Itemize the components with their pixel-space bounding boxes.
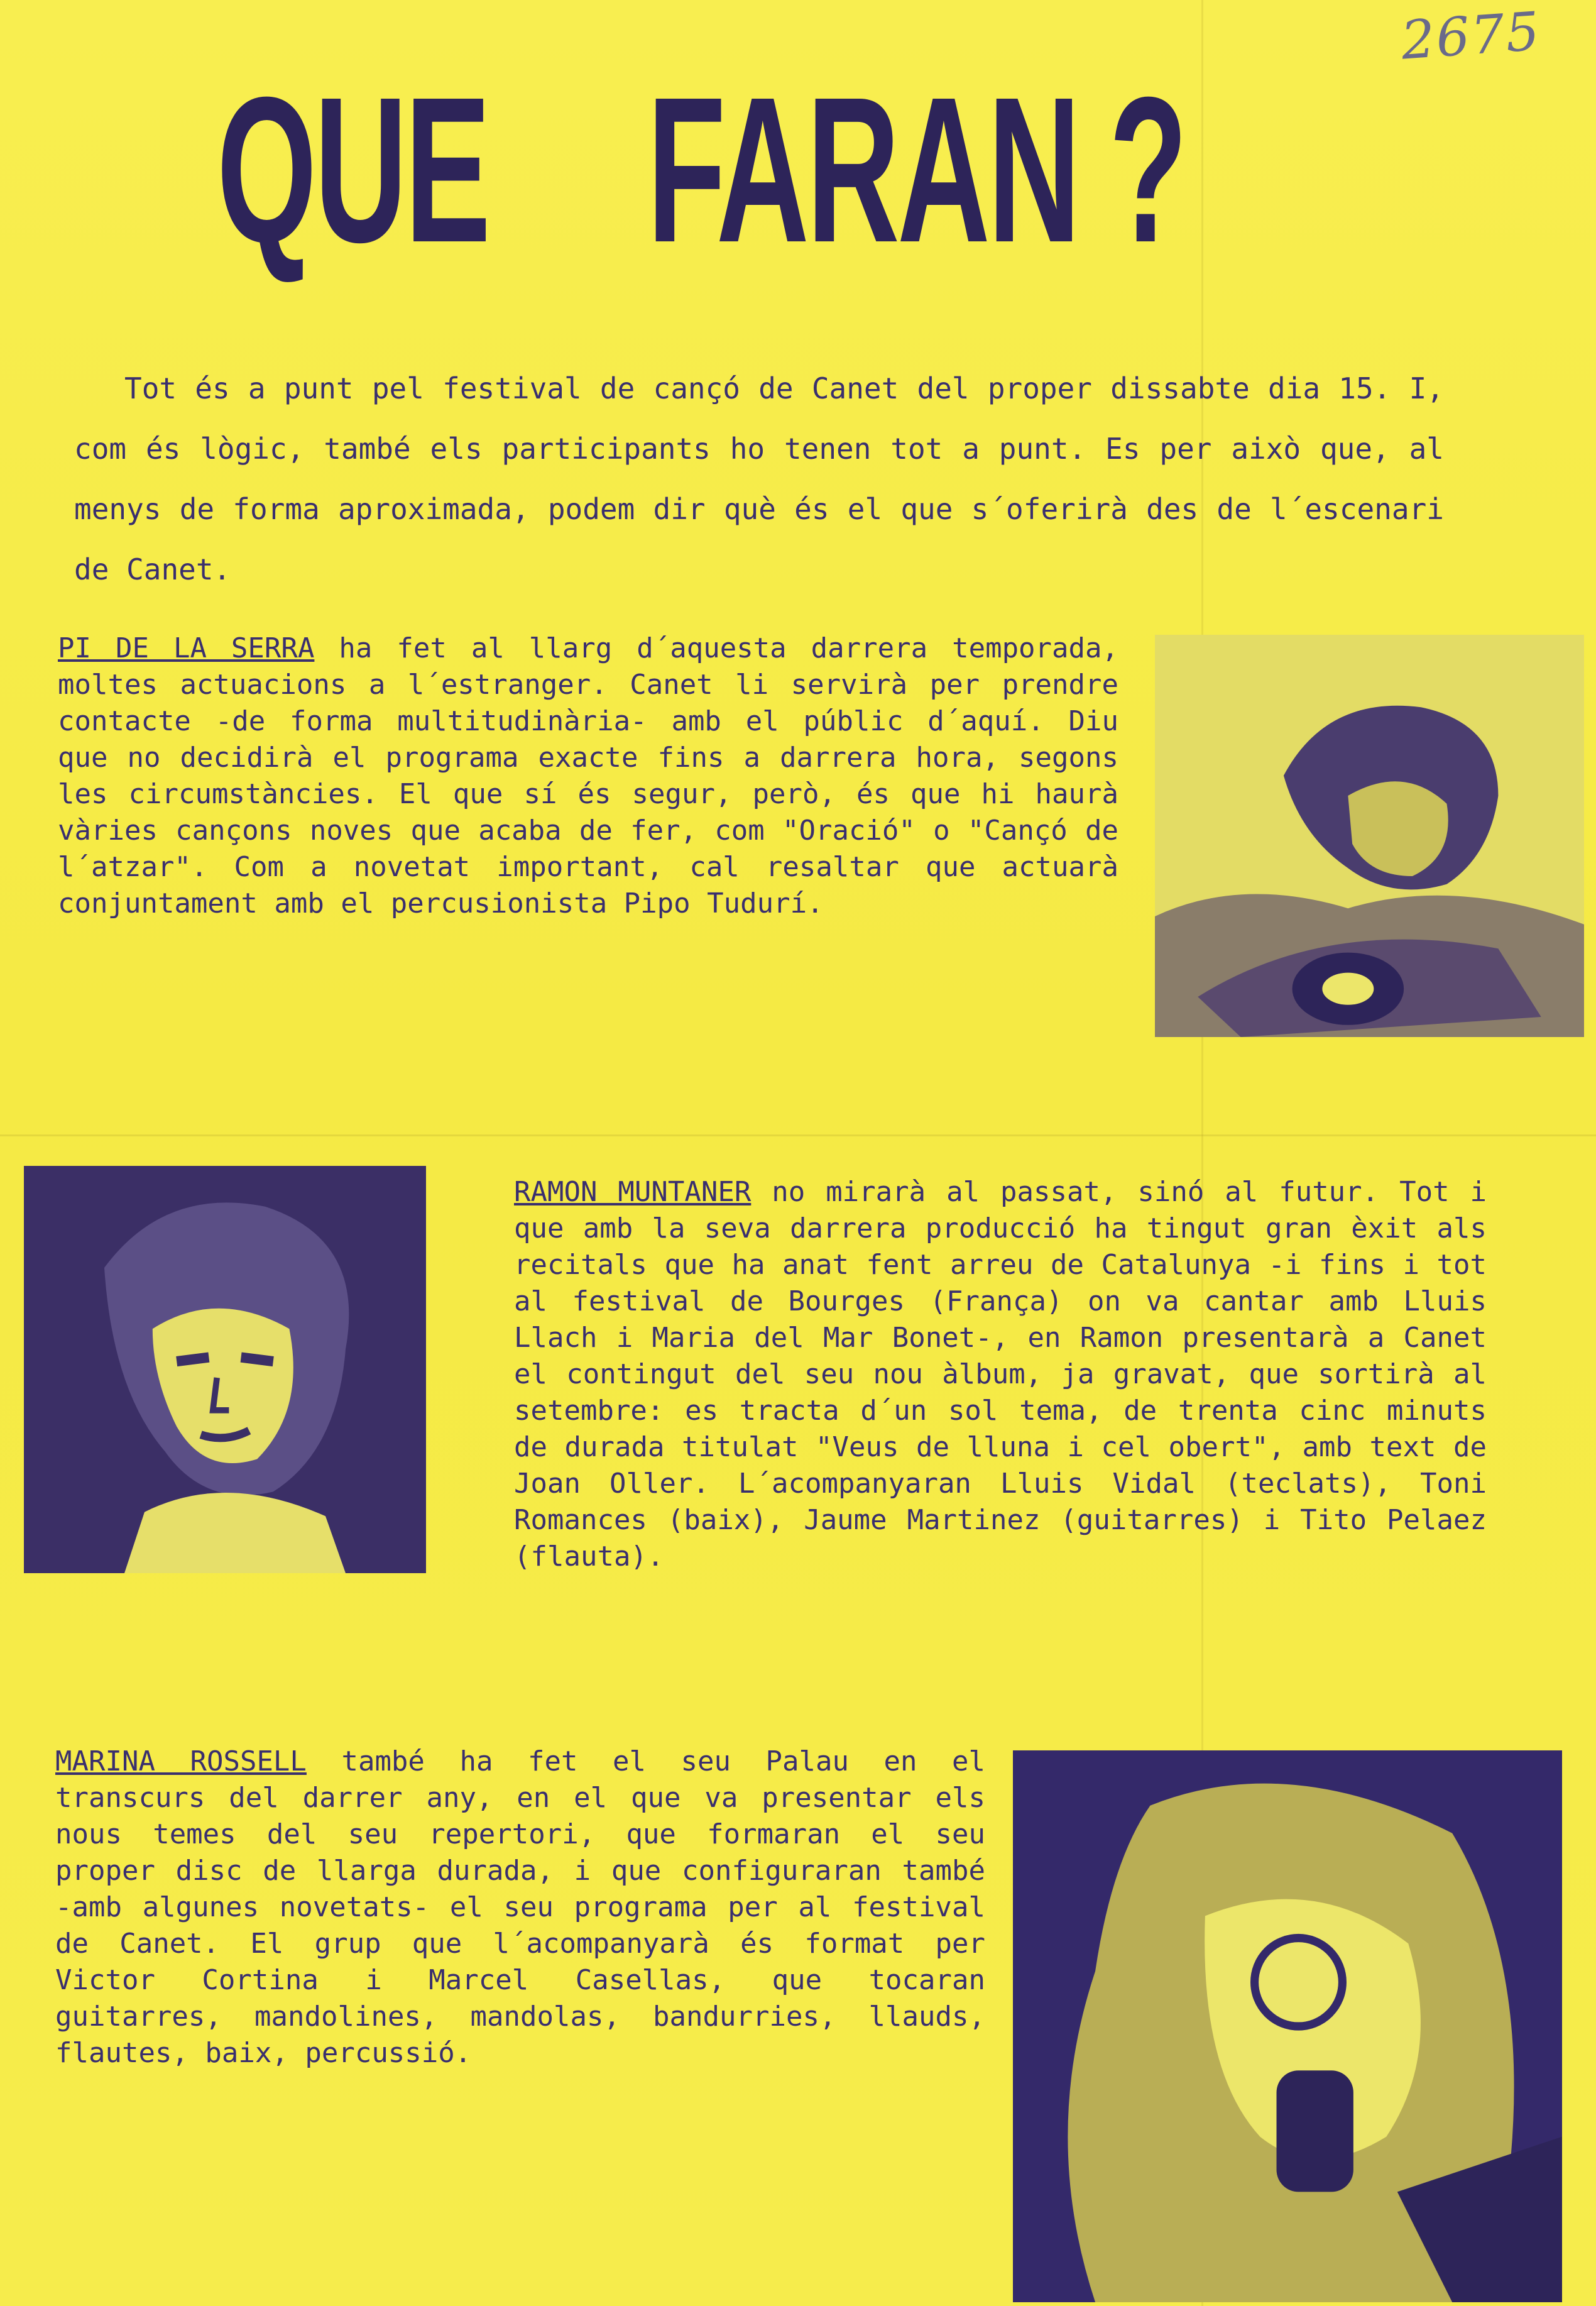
section-text: també ha fet el seu Palau en el transcurs del darrer any, en el que va presentar els nous temes del seu repertori, que formaran el seu proper disc de llarga durada, i que configuraran també -amb algunes novetats- el seu programa per al festival de Canet. El grup que l´acompanyarà és format per Victor Cortina i Marcel Casellas, que tocaran guitarres, mandolines, mandolas, bandurries, llauds, flautes, baix, percussió.: [55, 1745, 985, 2069]
section-text: no mirarà al passat, sinó al futur. Tot i que amb la seva darrera producció ha tingut gran èxit als recitals que ha anat fent arreu de Catalunya -i fins i tot al festival de Bourges (França) on va cantar amb Lluis Llach i Maria del Mar Bonet-, en Ramon presentarà a Canet el contingut del seu nou àlbum, ja gravat, que sortirà al setembre: es tracta d´un sol tema, de trenta cinc minuts de durada titulat "Veus de lluna i cel obert", amb text de Joan Oller. L´acompanyaran Lluis Vidal (teclats), Toni Romances (baix), Jaume Martinez (guitarres) i Tito Pelaez (flauta).: [514, 1176, 1487, 1573]
headline-word-faran: FARAN: [647, 53, 1079, 285]
paper-fold: [0, 1134, 1596, 1136]
section-marina-rossell: [55, 1743, 985, 2072]
photo-marina-rossell: [1013, 1750, 1562, 2302]
archive-number: 2675: [1399, 0, 1543, 72]
section-text: ha fet al llarg d´aquesta darrera temporada, moltes actuacions a l´estranger. Canet li servirà per prendre contacte -de forma multitudinària- amb el públic d´aquí. Diu que no decidirà el programa exacte fins a darrera hora, segons les circumstàncies. El que sí és segur, però, és que hi haurà vàries cançons noves que acaba de fer, com "Oració" o "Cançó de l´atzar". Com a novetat important, cal resaltar que actuarà conjuntament amb el percusionista Pipo Tudurí.: [58, 632, 1118, 920]
intro-paragraph: Tot és a punt pel festival de cançó de Canet del proper dissabte dia 15. I, com és lògic, també els participants ho tenen tot a punt. Es per això que, al menys de forma aproximada, podem dir què és el que s´oferirà des de l´escenari de Canet.: [74, 371, 1444, 586]
artist-name: PI DE LA SERRA: [58, 632, 315, 664]
headline-word-que: QUE: [217, 53, 489, 285]
artist-name: RAMON MUNTANER: [514, 1176, 752, 1208]
section-pi-de-la-serra: [58, 630, 1118, 922]
section-ramon-muntaner: [514, 1174, 1487, 1575]
headline-question-mark: ?: [1109, 53, 1186, 285]
artist-name: MARINA ROSSELL: [55, 1745, 307, 1777]
headline: [0, 50, 1596, 289]
photo-pi-de-la-serra: [1155, 635, 1584, 1037]
photo-ramon-muntaner: [24, 1166, 426, 1573]
